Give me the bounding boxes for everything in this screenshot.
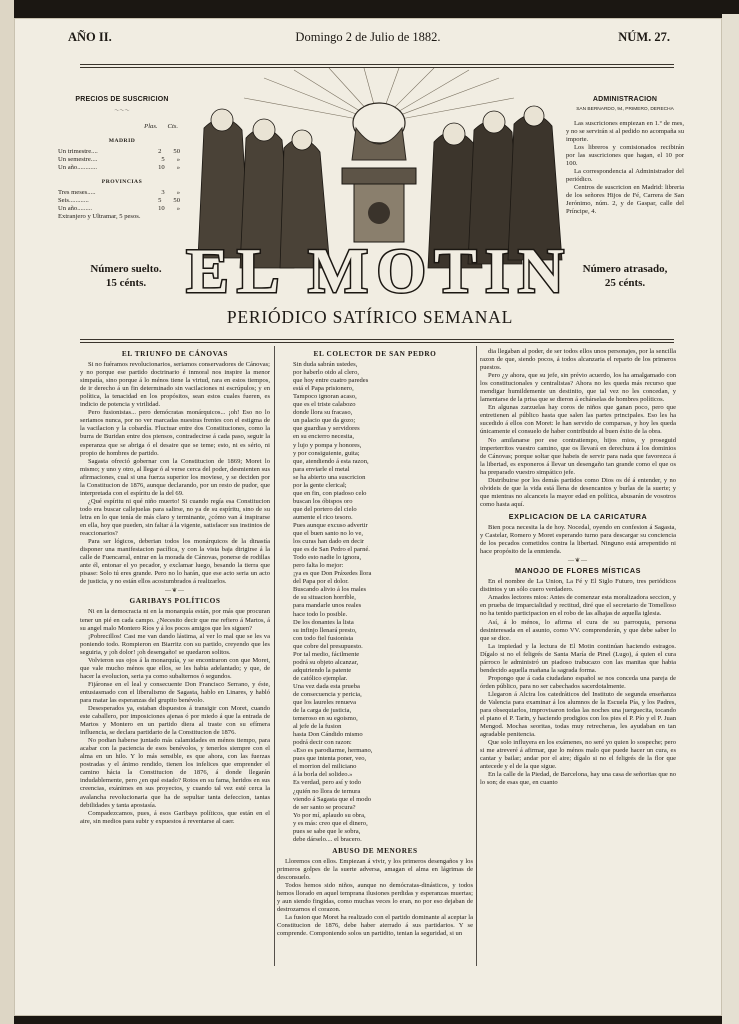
separator-ornament: —❦— bbox=[567, 558, 589, 565]
column-1 bbox=[80, 348, 270, 966]
masthead bbox=[68, 30, 670, 52]
paragraph: Ni en la democracia ni en la monarquía están, por más que procuran tener un pié en cada campo. ¿Necesito decir que me refiero á Martos, á su angel malo Montero Ríos y á los pocos amigos que les siguen? bbox=[80, 608, 270, 632]
back-label: Número atrasado, bbox=[582, 263, 668, 275]
paragraph: Volvieron sus ojos á la monarquía, y se encontraron con que Moret, que vale mucho ménos que ellos, se les habia adelantado; y que, de hacer la evolucion, seria ya como subalternos ó segundos. bbox=[80, 656, 270, 680]
paragraph: Sin duda sabrán ustedes, bbox=[293, 361, 358, 369]
paragraph: que hoy entre cuatro paredes bbox=[293, 377, 369, 385]
paragraph: hasta Don Cándido mismo bbox=[293, 731, 363, 739]
paragraph: que el buen santo no lo ve, bbox=[293, 530, 363, 538]
price-cents: 50 bbox=[173, 197, 180, 204]
paragraph: No podian haberse juntado más calamidades en ménos tiempo, para acabar con la paciencia de esos benévolos, y tenerlos siempre con el alma en un hilo. Y lo más sensible, es que ahora, con las fuerzas postradas y el ánimo rendido, tienen los infelices que emprender el camino hácia la Constitucion de 1876, á donde llegarán indudablemente, pero ¿en qué estado? Rotos en su fama, heridos en sus creencias, exánimes en sus proyectos, y cuando tal vez esté cerca la avalancha revolucionaria que ha de sepultar tanta defeccion, tantas debilidades y tanta apostasía. bbox=[80, 737, 270, 809]
paragraph: Bien poca necesita la de hoy. Nocedal, oyendo en confesion á Sagasta, y Castelar, Romero y Moret esperando turno para descargar su conciencia de los pecados cometidos contra la libertad. Ninguno está arrepentido ni hace propósito de la enmienda. bbox=[480, 523, 676, 556]
column-3 bbox=[480, 348, 676, 966]
paragraph: ¡ya es que Don Práxedes llora bbox=[293, 570, 372, 578]
article-title-explicacion: EXPLICACION DE LA CARICATURA bbox=[508, 511, 648, 521]
paragraph: Compadezcamos, pues, á esos Garibays políticos, que están en el aire, sin medios para subir y expuestos á reventarse al caer. bbox=[80, 809, 270, 825]
paragraph: Yo por mí, aplaudo su obra, bbox=[293, 811, 366, 819]
paragraph: al jefe de la fusion bbox=[293, 723, 342, 731]
paragraph: ¿Qué espíritu ni qué niño muerto! Si cuando regía esa Constitucion todo era buscar callejuelas para salirse, no ya de su espíritu, sino de su letra en lo que tenía de más claro y terminante, ¿cómo van á inspirarse en ella, hoy que pueden, sin faltar á la vigente, satisfacer sus instintos de reaccionarios? bbox=[80, 497, 270, 538]
issue-number: NÚM. 27. bbox=[618, 30, 670, 44]
paragraph: debe dárselo.... el bracero. bbox=[293, 835, 362, 843]
admin-address: SAN BERNARDO, 94, PRIMERO, DERECHA bbox=[576, 107, 674, 112]
price-row bbox=[58, 189, 186, 197]
paragraph: pero falta lo mejor: bbox=[293, 562, 344, 570]
head-plas: Plas. bbox=[144, 123, 158, 130]
article-title-colector: EL COLECTOR DE SAN PEDRO bbox=[313, 349, 437, 358]
price-pesetas: 5 bbox=[158, 197, 162, 204]
ornament: 〜〜〜 bbox=[114, 108, 130, 114]
paragraph: Que solo influyera en los exámenes, no seré yo quien lo sospeche; pero si me atreveré á afirmar, que lo ménos malo que puede hacer un cura, es cantar y bailar; andar por el aire; dígalo si no el feligrés de la flor que antecede y el de la que sigue. bbox=[480, 739, 676, 771]
paragraph: Todo esto nadie lo ignora, bbox=[293, 554, 362, 562]
admin-p4: Centros de suscricion en Madrid: libreria de los señores Hijos de Fé, Carrera de San Jerónimo, núm. 2, y de Gaspar, calle del Príncipe, 4. bbox=[566, 184, 684, 215]
loose-price: 15 cénts. bbox=[105, 277, 147, 289]
paragraph: de consecuencia y pericia, bbox=[293, 690, 362, 698]
paragraph: un palacio que da gozo; bbox=[293, 417, 356, 425]
price-row bbox=[58, 148, 186, 156]
paragraph: podrá su objeto alcanzar, bbox=[293, 658, 359, 666]
article-title-abuso: ABUSO DE MENORES bbox=[332, 845, 418, 855]
paragraph: Llegaron á Alcira los catedráticos del Instituto de segunda enseñanza de Valencia para examinar á los alumnos de la Escuela Pía, y los Padres, para obsequiarlos, improvisaron todas las noches una juerguecita, tocando el piano el P. Tarin, y haciendo prodigios con los pies el P. Pío y el P. Juan Mengod. Mochas seoritas, todas muy retrecheras, les ayudaban en tan agradable penitencia. bbox=[480, 690, 676, 739]
paragraph: Una vez dada esta prueba bbox=[293, 682, 360, 690]
paragraph: En el nombre de La Union, La Fé y El Siglo Futuro, tres periódicos distintos y un sólo cuero verdadero. bbox=[480, 578, 676, 594]
paragraph: En algunas zarzuelas hay coros de niños que ganan poco, pero que entretienen al público hasta que salen las partes principales. Eso les ha sucedido á ellos con Moret: le han servido de comparsas, y hoy les queda únicamente el consuelo de haber contribuido al buen éxito de la obra. bbox=[480, 404, 676, 436]
price-period: Un año......... bbox=[58, 205, 93, 212]
paragraph: Buscando alivio á los males bbox=[293, 586, 367, 594]
paragraph: de católico ejemplar. bbox=[293, 674, 348, 682]
separator-ornament: —❦— bbox=[164, 588, 186, 595]
column-divider-1 bbox=[274, 346, 275, 966]
price-period: Un año............ bbox=[58, 164, 98, 171]
paragraph: temeroso en su egoismo, bbox=[293, 715, 358, 723]
paragraph: de la carga de justicia, bbox=[293, 707, 352, 715]
subscription-prices bbox=[58, 96, 186, 221]
paragraph: Es verdad, pero así y todo bbox=[293, 779, 361, 787]
paragraph: Distribuirse por los demás partidos como Dios os dé á entender, y no olvideis de que la vida está llena de desencantos y burlas de la suerte; y que mientras no alcanceis la mayor edad en política, abusarán de vosotros como hasta aquí. bbox=[480, 476, 676, 508]
paragraph: para mandarle unos reales bbox=[293, 602, 362, 610]
paragraph: No amilanarse por ese contratiempo, hijos mios, y proseguid imperterritos vuestro camino, que os llevará en derechura á los dominios de Cánovas; porque soltar que habeis de servir para nada que favorezca á la libertad, es exponeros á llevar un desengaño tan grande como el que os ha preparado vuestro simpático jefe. bbox=[480, 436, 676, 476]
paragraph: se ha abierto una suscricion bbox=[293, 473, 366, 481]
paragraph: en su encierro necesita, bbox=[293, 433, 355, 441]
paragraph: podrá decir con razon: bbox=[293, 739, 352, 747]
price-period: Un semestre.... bbox=[58, 156, 98, 163]
masthead-illustration bbox=[184, 68, 574, 306]
paragraph: del Papa por el dolor. bbox=[293, 578, 349, 586]
paragraph: La fusion que Moret ha realizado con el partido dominante al aceptar la Constitucion de 1876, debe haber aterrado á sus partidarios. Y se comprende. Componiendo solos un partidito, tenian la seguridad, si un bbox=[277, 914, 473, 938]
paragraph: Amados lectores mios: Antes de comenzar esta moralizadora seccion, y en prueba de imparcialidad y rectitud, diré que el secretario de Tomelloso no ha tenido participacion en el robo de las alhajas de aquella iglesia. bbox=[480, 594, 676, 618]
logo-title: EL MOTIN bbox=[186, 235, 572, 306]
paragraph: pues se sabe que le sobra, bbox=[293, 827, 361, 835]
madrid-label: MADRID bbox=[108, 138, 136, 144]
admin-p3: La correspondencia al Administrador del periódico. bbox=[566, 168, 684, 183]
price-row bbox=[58, 156, 186, 164]
admin-p2: Los libreros y comisionados recibirán por las suscriciones que hagan, el 10 por 100. bbox=[566, 144, 684, 167]
price-pesetas: 10 bbox=[158, 205, 165, 212]
paragraph: por la gente clerical; bbox=[293, 481, 347, 489]
price-cents: » bbox=[176, 189, 180, 196]
price-pesetas: 3 bbox=[161, 189, 165, 196]
admin-title: ADMINISTRACION bbox=[592, 96, 658, 103]
paragraph: que del portero del cielo bbox=[293, 505, 357, 513]
paragraph: los curas han dado en decir bbox=[293, 538, 365, 546]
paragraph: donde llora su fracaso, bbox=[293, 409, 353, 417]
paragraph: Así, á lo ménos, lo afirma el cura de su parroquia, persona desinteresada en el asunto, como VV. comprenderán, y que debe saber lo que se dice. bbox=[480, 618, 676, 642]
back-price: 25 cénts. bbox=[604, 277, 646, 289]
paragraph: Tampoco ignoran acaso, bbox=[293, 393, 357, 401]
paragraph: pues que intenta poner, veo, bbox=[293, 755, 367, 763]
paragraph: viendo á Sagasta que el modo bbox=[293, 795, 371, 803]
paragraph: su infinjo llenará presto, bbox=[293, 626, 357, 634]
price-row bbox=[58, 197, 186, 205]
pedestal-medallion bbox=[368, 202, 390, 224]
paragraph: que es de San Pedro el parné. bbox=[293, 546, 370, 554]
paragraph: Lloremos con ellos. Empiezan á vivir, y los primeros desengaños y los primeros golpes de la suerte adversa, amagan el alma en lágrimas de desconsuelo. bbox=[277, 857, 473, 881]
paragraph: Pues aunque excuso advertir bbox=[293, 521, 368, 529]
article-title-manojo: MANOJO DE FLORES MÍSTICAS bbox=[514, 566, 641, 576]
paragraph: Pero fusionistas... pero demócratas monárquicos... ¡oh! Eso no lo seriamos nunca, por no ver marcadas nuestras frentes con el estigma de la vacilacion y la cobardía. Fluctuar entre dos Constituciones, como la burra de Buridan entre dos piensos, contradecirse á cada paso, seguir la esperanza que se abriga ó el desaire que se teme; esto, ni es sério, ni propio de hombres de partido. bbox=[80, 409, 270, 457]
column-divider-2 bbox=[476, 346, 477, 966]
back-issue-box bbox=[570, 262, 680, 290]
paragraph: Todos hemos sido niños, aunque no demócratas-dinásticos, y todos hemos llorado en aquel temprana ilusiones perdidas y esperanzas muertas; y aun siendo fingidas, como muchas veces lo eran, no por eso dejaban de destrozarnos el corazon. bbox=[277, 882, 473, 914]
subtitle: PERIÓDICO SATÍRICO SEMANAL bbox=[226, 307, 514, 327]
paragraph: y lujo y pompa y honores, bbox=[293, 441, 362, 449]
paragraph: aumente el rico tesoro. bbox=[293, 513, 353, 521]
paragraph: que cobre del presupuesto. bbox=[293, 642, 363, 650]
price-row bbox=[58, 164, 186, 172]
price-pesetas: 5 bbox=[161, 156, 165, 163]
paragraph: á la borla del solideo.» bbox=[293, 771, 353, 779]
paragraph: De los donantes la lista bbox=[293, 618, 354, 626]
paragraph: Desesperados ya, estaban dispuestos á transigir con Moret, cuando este caballero, por imposiciones ajenas ó por miedo á que la entrada de Martos y Montero en un partido diera al traste con su efímera influencia, se declara partidario de la Constitucion de 1876. bbox=[80, 705, 270, 737]
paragraph: que en fin, con piadoso celo bbox=[293, 489, 367, 497]
year: AÑO II. bbox=[68, 30, 112, 44]
price-cents: 50 bbox=[173, 148, 180, 155]
paragraph: hace todo lo posible. bbox=[293, 610, 348, 618]
price-period: Tres meses..... bbox=[58, 189, 96, 196]
price-cents: » bbox=[176, 205, 180, 212]
paragraph: dia llegaban al poder, de ser todos ellos unos personajes, por la sencilla razon de que, siendo pocos, á todos alcanzaria el reparto de los primeros puestos. bbox=[480, 348, 676, 372]
paragraph: que guardias y servidores bbox=[293, 425, 360, 433]
price-period: Un trimestre.... bbox=[58, 148, 98, 155]
head-cts: Cts. bbox=[167, 123, 178, 130]
admin-p1: Las suscriciones empiezan en 1.º de mes, y no se servirán si al pedido no acompaña su importe. bbox=[566, 120, 684, 143]
paragraph: que, atendiendo á esta razon, bbox=[293, 457, 369, 465]
paragraph: y por consiguiente, guita; bbox=[293, 449, 360, 457]
paragraph: buscan los óbispos oro bbox=[293, 497, 353, 505]
issue-date: Domingo 2 de Julio de 1882. bbox=[295, 30, 441, 44]
paragraph: adquiriendo la patente bbox=[293, 666, 352, 674]
paragraph: Si no fuéramos revolucionarios, seriamos conservadores de Cánovas; y no porque ese partido doctrinario é inmoral nos inspire la menor simpatía, sino porque á lo ménos tiene la virtud, rara en estos tiempos, de ir derecho á un fin determinado sin vacilaciones ni escrúpulos; y en política, la tenacidad en los propósitos, sean estos cuales fueren, es indicio de potencia y virilidad. bbox=[80, 361, 270, 409]
paragraph: Fijáronse en el leal y consecuente Don Francisco Serrano, y éste, entusiasmado con el liberalismo de Sagasta, hablo en Linares, y habló para matar las esperanzas del grupito benévolo. bbox=[80, 680, 270, 704]
price-pesetas: 2 bbox=[158, 148, 162, 155]
administration-box bbox=[566, 96, 684, 216]
paragraph: Sagasta ofreció gobernar con la Constitucion de 1869; Moret lo mismo; y uno y otro, al llegar ó al verse cerca del poder, desmienten sus afirmaciones, cual si una fuerza superior los moviese, y se deciden por la Constitucion de 1876, aunque declarando, por un resto de pudor, que interpretada con el espíritu de la del 69. bbox=[80, 457, 270, 497]
paragraph: que los laureles renueva bbox=[293, 699, 357, 707]
paragraph: por haberlo oido al clero, bbox=[293, 369, 359, 377]
paragraph: Por tal medio, fácilmente bbox=[293, 650, 360, 658]
abroad-price: Extranjero y Ultramar, 5 pesos. bbox=[58, 213, 141, 220]
price-cents: » bbox=[176, 164, 180, 171]
paragraph: Pero ¿y ahora, que su jefe, sin prévio acuerdo, los ha amalgamado con los constitucionales y centralistas? Ahora no les queda más recurso que mendigar humildemente un destinito, que tal vez no les concedan, y lamentarse de la prisa que se dieron á echárselas de hombres políticos. bbox=[480, 372, 676, 404]
provincias-label: PROVINCIAS bbox=[101, 179, 143, 185]
book-spine bbox=[0, 0, 14, 1024]
paragraph: ¡Pobrecillos! Casi me van dando lástima, al ver lo mal que se les va poniendo todo. Rompieron en Biarritz con su partido, creyendo que les seguiria, y ¡oh dolor! ¡oh desengaño! se quedaron solitos. bbox=[80, 632, 270, 656]
masthead-rule bbox=[80, 64, 674, 65]
paragraph: de ser santo se procura? bbox=[293, 803, 356, 811]
subtitle-rule-2 bbox=[80, 342, 674, 343]
price-pesetas: 10 bbox=[158, 164, 165, 171]
loose-label: Número suelto. bbox=[90, 263, 162, 275]
loose-price-box bbox=[78, 262, 174, 290]
next-page-edge bbox=[722, 14, 739, 1024]
paragraph: el morrion del miliciano bbox=[293, 763, 357, 771]
pedestal-top bbox=[342, 168, 416, 184]
paragraph: con todo fiel fusionista bbox=[293, 634, 354, 642]
paragraph: de su situacion horrible, bbox=[293, 594, 356, 602]
paragraph: Para ser lógicos, deberian todos los monárquicos de la dinastía disponer una manifestacion pacífica, y con la vista baja dirigirse á la calle de Fuencarral, entrar en la morada de Cánovas, ponerse de rodillas ante él, entonar el yo pecador, y exclamar luego, besando la tierra que pisase: Solo tú eres grande. Pero no lo harán, que ese acto seria un acto de justicia, y no están ellos acostumbrados á realizarlos. bbox=[80, 538, 270, 586]
price-row bbox=[58, 205, 186, 213]
paragraph: La impiedad y la lectura de El Motin continúan haciendo estragos. Dígalo si no el feligrés de Santa María de Pinel (Lugo), á quien el cura párroco le administró un piadoso trabucazo con las manitas que habia bendecido aquella mañana la sagrada forma. bbox=[480, 642, 676, 674]
prices-title: PRECIOS DE SUSCRICION bbox=[75, 96, 169, 103]
price-cents: » bbox=[176, 156, 180, 163]
paragraph: y es más: creo que el dinero, bbox=[293, 819, 368, 827]
paragraph: En la calle de la Piedad, de Barcelona, hay una casa de señoritas que no lo son; de esas que, en cuanto bbox=[480, 771, 676, 787]
article-title-triunfo: EL TRIUNFO DE CÁNOVAS bbox=[121, 349, 229, 358]
paragraph: Propongo que á cada ciudadano español se nos conceda una pareja de órden público, para no ser cabechados sacerdotalmente. bbox=[480, 674, 676, 690]
article-title-garibays: GARIBAYS POLÍTICOS bbox=[129, 596, 221, 606]
paragraph: ¿quién no llora de ternura bbox=[293, 787, 361, 795]
paragraph: para enviarle el metal bbox=[293, 465, 350, 473]
paragraph: que es el triste calabozo bbox=[293, 401, 356, 409]
paragraph: está el Papa prisionero, bbox=[293, 385, 354, 393]
column-2 bbox=[277, 348, 473, 966]
subtitle-rule bbox=[80, 339, 674, 340]
price-period: Seis............ bbox=[58, 197, 89, 204]
paragraph: «Eso es parodiarme, hermano, bbox=[293, 747, 373, 755]
